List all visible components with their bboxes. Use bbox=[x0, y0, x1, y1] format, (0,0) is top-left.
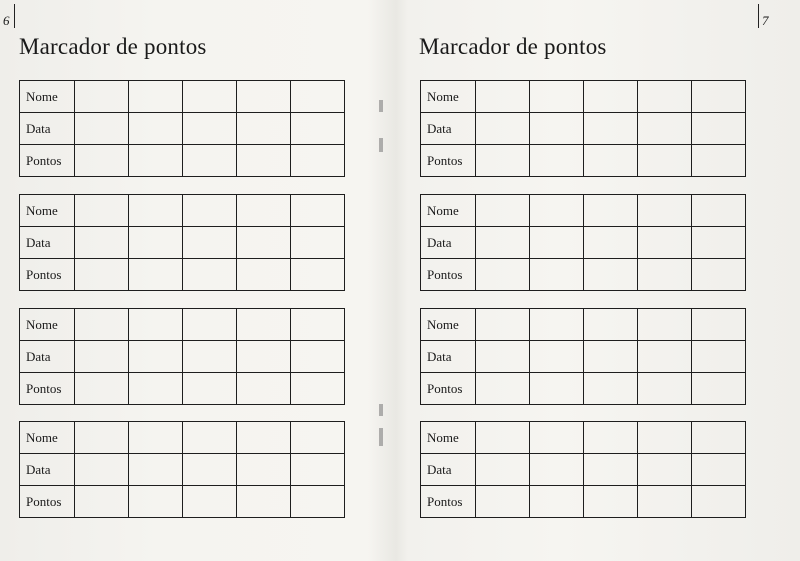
table-row-name bbox=[20, 309, 345, 341]
row-label-date: Data bbox=[421, 341, 476, 373]
score-cell[interactable] bbox=[237, 454, 291, 486]
score-cell[interactable] bbox=[584, 145, 638, 177]
row-label-date: Data bbox=[421, 227, 476, 259]
page-number-rule bbox=[14, 4, 15, 28]
score-cell[interactable] bbox=[237, 373, 291, 405]
score-cell[interactable] bbox=[638, 309, 692, 341]
score-cell[interactable] bbox=[530, 486, 584, 518]
score-cell[interactable] bbox=[530, 422, 584, 454]
table-row-date bbox=[421, 454, 746, 486]
score-cell[interactable] bbox=[237, 145, 291, 177]
score-cell[interactable] bbox=[692, 81, 746, 113]
page-number: 6 bbox=[3, 13, 10, 28]
score-cell[interactable] bbox=[638, 486, 692, 518]
score-cell[interactable] bbox=[183, 422, 237, 454]
score-cell[interactable] bbox=[638, 145, 692, 177]
score-cell[interactable] bbox=[129, 309, 183, 341]
score-table bbox=[19, 194, 345, 291]
score-cell[interactable] bbox=[476, 227, 530, 259]
row-label-name: Nome bbox=[421, 309, 476, 341]
row-label-date: Data bbox=[20, 341, 75, 373]
score-cell[interactable] bbox=[476, 259, 530, 291]
score-cell[interactable] bbox=[584, 309, 638, 341]
score-cell[interactable] bbox=[291, 454, 345, 486]
score-cell[interactable] bbox=[530, 341, 584, 373]
score-cell[interactable] bbox=[75, 309, 129, 341]
score-cell[interactable] bbox=[692, 309, 746, 341]
table-row-date bbox=[421, 113, 746, 145]
score-cell[interactable] bbox=[476, 145, 530, 177]
score-cell[interactable] bbox=[129, 81, 183, 113]
score-cell[interactable] bbox=[129, 227, 183, 259]
score-cell[interactable] bbox=[530, 81, 584, 113]
score-cell[interactable] bbox=[584, 113, 638, 145]
score-cell[interactable] bbox=[476, 309, 530, 341]
score-cell[interactable] bbox=[291, 259, 345, 291]
table-row-name bbox=[20, 422, 345, 454]
score-cell[interactable] bbox=[75, 341, 129, 373]
score-cell[interactable] bbox=[291, 145, 345, 177]
table-row-name bbox=[20, 195, 345, 227]
score-cell[interactable] bbox=[530, 195, 584, 227]
score-cell[interactable] bbox=[476, 486, 530, 518]
row-label-points: Pontos bbox=[421, 486, 476, 518]
score-cell[interactable] bbox=[129, 373, 183, 405]
score-table bbox=[19, 421, 345, 518]
score-cell[interactable] bbox=[476, 195, 530, 227]
score-cell[interactable] bbox=[476, 113, 530, 145]
score-cell[interactable] bbox=[129, 486, 183, 518]
score-table bbox=[19, 80, 345, 177]
score-cell[interactable] bbox=[291, 309, 345, 341]
table-row-points bbox=[20, 486, 345, 518]
score-cell[interactable] bbox=[237, 81, 291, 113]
score-cell[interactable] bbox=[129, 195, 183, 227]
row-label-name: Nome bbox=[421, 81, 476, 113]
score-cell[interactable] bbox=[476, 373, 530, 405]
score-cell[interactable] bbox=[530, 454, 584, 486]
score-table bbox=[420, 194, 746, 291]
row-label-name: Nome bbox=[20, 195, 75, 227]
table-row-name bbox=[421, 309, 746, 341]
score-cell[interactable] bbox=[237, 422, 291, 454]
row-label-points: Pontos bbox=[20, 486, 75, 518]
score-cell[interactable] bbox=[183, 81, 237, 113]
table-row-date bbox=[20, 454, 345, 486]
score-cell[interactable] bbox=[638, 373, 692, 405]
score-cell[interactable] bbox=[291, 486, 345, 518]
score-cell[interactable] bbox=[692, 227, 746, 259]
score-cell[interactable] bbox=[476, 422, 530, 454]
score-cell[interactable] bbox=[638, 454, 692, 486]
row-label-name: Nome bbox=[421, 422, 476, 454]
score-cell[interactable] bbox=[476, 81, 530, 113]
page-number: 7 bbox=[762, 13, 769, 28]
score-cell[interactable] bbox=[129, 454, 183, 486]
score-cell[interactable] bbox=[183, 454, 237, 486]
score-cell[interactable] bbox=[692, 341, 746, 373]
score-cell[interactable] bbox=[75, 113, 129, 145]
score-cell[interactable] bbox=[638, 422, 692, 454]
score-cell[interactable] bbox=[692, 486, 746, 518]
score-cell[interactable] bbox=[638, 341, 692, 373]
score-cell[interactable] bbox=[75, 195, 129, 227]
score-cell[interactable] bbox=[129, 341, 183, 373]
score-cell[interactable] bbox=[291, 81, 345, 113]
table-row-date bbox=[20, 113, 345, 145]
row-label-name: Nome bbox=[421, 195, 476, 227]
table-row-date bbox=[20, 227, 345, 259]
score-cell[interactable] bbox=[530, 113, 584, 145]
row-label-name: Nome bbox=[20, 81, 75, 113]
row-label-name: Nome bbox=[20, 309, 75, 341]
score-cell[interactable] bbox=[530, 373, 584, 405]
score-cell[interactable] bbox=[183, 145, 237, 177]
score-cell[interactable] bbox=[183, 373, 237, 405]
score-cell[interactable] bbox=[129, 145, 183, 177]
row-label-points: Pontos bbox=[20, 373, 75, 405]
score-cell[interactable] bbox=[638, 259, 692, 291]
row-label-points: Pontos bbox=[20, 259, 75, 291]
right-page bbox=[400, 0, 800, 561]
table-row-name bbox=[421, 422, 746, 454]
score-cell[interactable] bbox=[584, 422, 638, 454]
score-cell[interactable] bbox=[584, 81, 638, 113]
score-cell[interactable] bbox=[638, 113, 692, 145]
score-cell[interactable] bbox=[75, 81, 129, 113]
score-cell[interactable] bbox=[291, 373, 345, 405]
score-cell[interactable] bbox=[183, 227, 237, 259]
score-cell[interactable] bbox=[638, 195, 692, 227]
score-cell[interactable] bbox=[75, 259, 129, 291]
score-cell[interactable] bbox=[75, 454, 129, 486]
row-label-date: Data bbox=[20, 113, 75, 145]
score-cell[interactable] bbox=[638, 81, 692, 113]
row-label-date: Data bbox=[20, 454, 75, 486]
row-label-date: Data bbox=[20, 227, 75, 259]
page-number-rule bbox=[758, 4, 759, 28]
score-cell[interactable] bbox=[530, 259, 584, 291]
score-cell[interactable] bbox=[237, 486, 291, 518]
table-row-date bbox=[421, 341, 746, 373]
score-cell[interactable] bbox=[291, 341, 345, 373]
score-cell[interactable] bbox=[584, 373, 638, 405]
score-cell[interactable] bbox=[692, 113, 746, 145]
table-row-points bbox=[20, 259, 345, 291]
row-label-points: Pontos bbox=[421, 145, 476, 177]
score-cell[interactable] bbox=[291, 422, 345, 454]
score-cell[interactable] bbox=[476, 454, 530, 486]
score-table bbox=[420, 308, 746, 405]
score-cell[interactable] bbox=[237, 259, 291, 291]
score-cell[interactable] bbox=[237, 195, 291, 227]
score-cell[interactable] bbox=[692, 145, 746, 177]
score-cell[interactable] bbox=[183, 309, 237, 341]
score-cell[interactable] bbox=[183, 195, 237, 227]
score-cell[interactable] bbox=[75, 486, 129, 518]
score-cell[interactable] bbox=[530, 145, 584, 177]
score-cell[interactable] bbox=[584, 227, 638, 259]
score-table bbox=[420, 80, 746, 177]
page-title: Marcador de pontos bbox=[19, 34, 207, 59]
table-row-points bbox=[421, 373, 746, 405]
score-cell[interactable] bbox=[692, 454, 746, 486]
table-row-date bbox=[20, 341, 345, 373]
score-cell[interactable] bbox=[129, 422, 183, 454]
score-cell[interactable] bbox=[584, 195, 638, 227]
score-cell[interactable] bbox=[638, 227, 692, 259]
score-cell[interactable] bbox=[692, 259, 746, 291]
score-cell[interactable] bbox=[183, 259, 237, 291]
score-table bbox=[19, 308, 345, 405]
table-row-points bbox=[20, 145, 345, 177]
row-label-points: Pontos bbox=[421, 373, 476, 405]
score-cell[interactable] bbox=[237, 309, 291, 341]
score-cell[interactable] bbox=[129, 259, 183, 291]
score-cell[interactable] bbox=[183, 341, 237, 373]
score-cell[interactable] bbox=[237, 341, 291, 373]
score-cell[interactable] bbox=[75, 373, 129, 405]
row-label-points: Pontos bbox=[421, 259, 476, 291]
table-row-points bbox=[421, 259, 746, 291]
score-cell[interactable] bbox=[237, 113, 291, 145]
score-cell[interactable] bbox=[129, 113, 183, 145]
table-row-name bbox=[20, 81, 345, 113]
row-label-points: Pontos bbox=[20, 145, 75, 177]
table-row-name bbox=[421, 81, 746, 113]
page-title: Marcador de pontos bbox=[419, 34, 607, 59]
row-label-name: Nome bbox=[20, 422, 75, 454]
score-cell[interactable] bbox=[584, 454, 638, 486]
score-cell[interactable] bbox=[183, 113, 237, 145]
score-cell[interactable] bbox=[692, 195, 746, 227]
score-cell[interactable] bbox=[291, 227, 345, 259]
score-cell[interactable] bbox=[584, 341, 638, 373]
row-label-date: Data bbox=[421, 454, 476, 486]
score-cell[interactable] bbox=[584, 486, 638, 518]
table-row-date bbox=[421, 227, 746, 259]
table-row-name bbox=[421, 195, 746, 227]
score-cell[interactable] bbox=[75, 227, 129, 259]
row-label-date: Data bbox=[421, 113, 476, 145]
score-cell[interactable] bbox=[291, 113, 345, 145]
table-row-points bbox=[421, 486, 746, 518]
table-row-points bbox=[20, 373, 345, 405]
score-cell[interactable] bbox=[476, 341, 530, 373]
score-cell[interactable] bbox=[692, 422, 746, 454]
score-cell[interactable] bbox=[291, 195, 345, 227]
score-cell[interactable] bbox=[530, 227, 584, 259]
score-table bbox=[420, 421, 746, 518]
table-row-points bbox=[421, 145, 746, 177]
score-cell[interactable] bbox=[584, 259, 638, 291]
score-cell[interactable] bbox=[530, 309, 584, 341]
score-cell[interactable] bbox=[237, 227, 291, 259]
score-cell[interactable] bbox=[75, 145, 129, 177]
score-cell[interactable] bbox=[75, 422, 129, 454]
score-cell[interactable] bbox=[692, 373, 746, 405]
score-cell[interactable] bbox=[183, 486, 237, 518]
